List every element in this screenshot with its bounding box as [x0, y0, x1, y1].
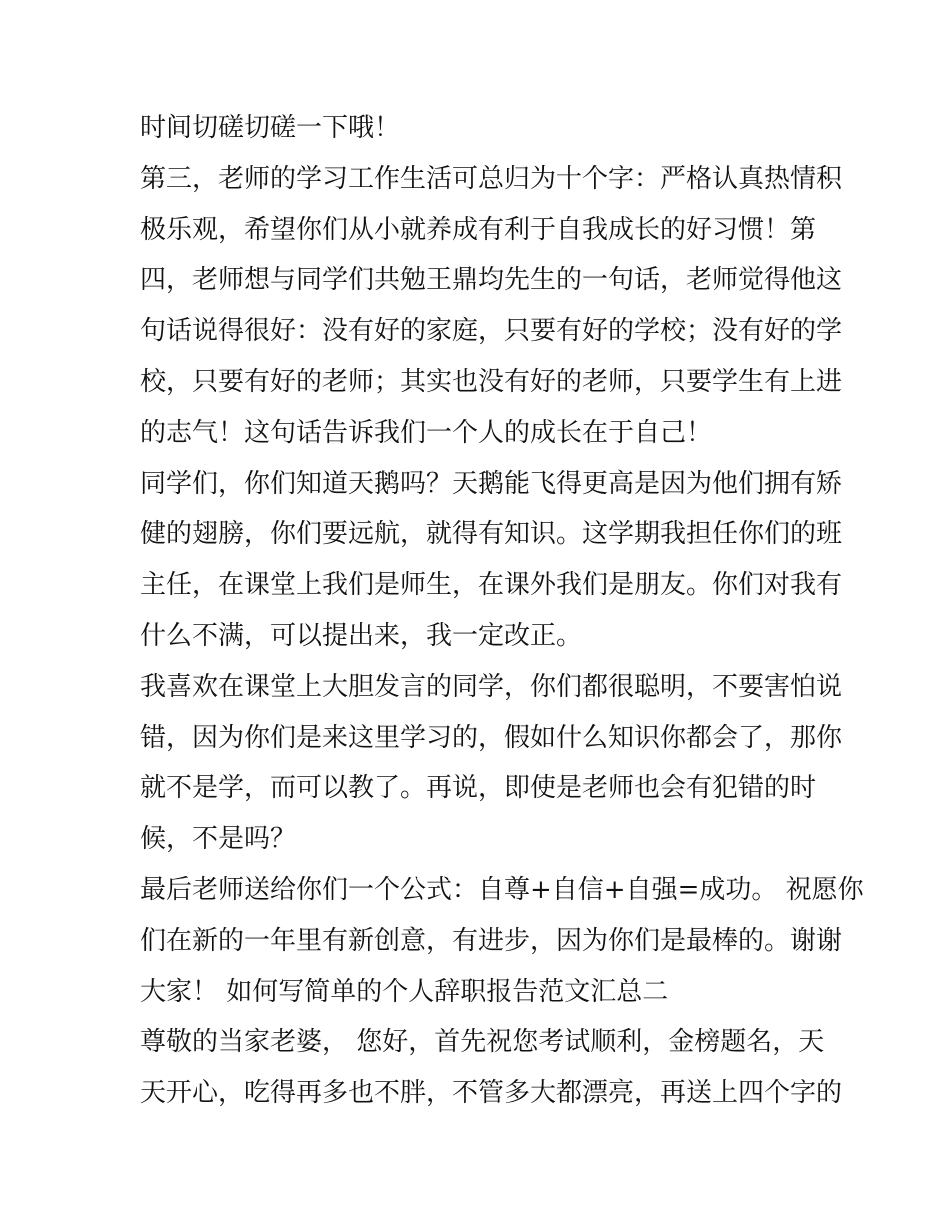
document-body	[140, 103, 864, 1119]
text-line: 同学们，你们知道天鹅吗？天鹅能飞得更高是因为他们拥有矫	[140, 468, 843, 499]
text-line: 主任，在课堂上我们是师生，在课外我们是朋友。你们对我有	[140, 570, 843, 601]
text-line: 最后老师送给你们一个公式：自尊+自信+自强=成功。 祝愿你	[140, 874, 864, 905]
text-line: 极乐观，希望你们从小就养成有利于自我成长的好习惯！第	[140, 214, 817, 245]
text-line: 四，老师想与同学们共勉王鼎均先生的一句话，老师觉得他这	[140, 265, 843, 296]
text-line: 们在新的一年里有新创意，有进步，因为你们是最棒的。谢谢	[140, 925, 843, 956]
text-line: 健的翅膀，你们要远航，就得有知识。这学期我担任你们的班	[140, 519, 843, 550]
text-line: 大家！ 如何写简单的个人辞职报告范文汇总二	[140, 976, 669, 1007]
text-line: 时间切磋切磋一下哦！	[140, 113, 401, 143]
text-line: 句话说得很好：没有好的家庭，只要有好的学校；没有好的学	[140, 316, 843, 347]
text-line: 就不是学，而可以教了。再说，即使是老师也会有犯错的时	[140, 773, 817, 804]
text-line: 候，不是吗？	[140, 824, 297, 855]
text-line: 尊敬的当家老婆， 您好，首先祝您考试顺利，金榜题名，天	[140, 1027, 825, 1058]
text-line: 天开心，吃得再多也不胖，不管多大都漂亮，再送上四个字的	[140, 1078, 843, 1109]
text-line: 校，只要有好的老师；其实也没有好的老师，只要学生有上进	[140, 366, 843, 397]
text-line: 第三，老师的学习工作生活可总归为十个字：严格认真热情积	[140, 163, 843, 194]
text-line: 我喜欢在课堂上大胆发言的同学，你们都很聪明，不要害怕说	[140, 671, 843, 702]
text-line: 的志气！这句话告诉我们一个人的成长在于自己！	[140, 417, 713, 448]
text-line: 错，因为你们是来这里学习的，假如什么知识你都会了，那你	[140, 722, 843, 753]
text-line: 什么不满，可以提出来，我一定改正。	[140, 620, 583, 651]
